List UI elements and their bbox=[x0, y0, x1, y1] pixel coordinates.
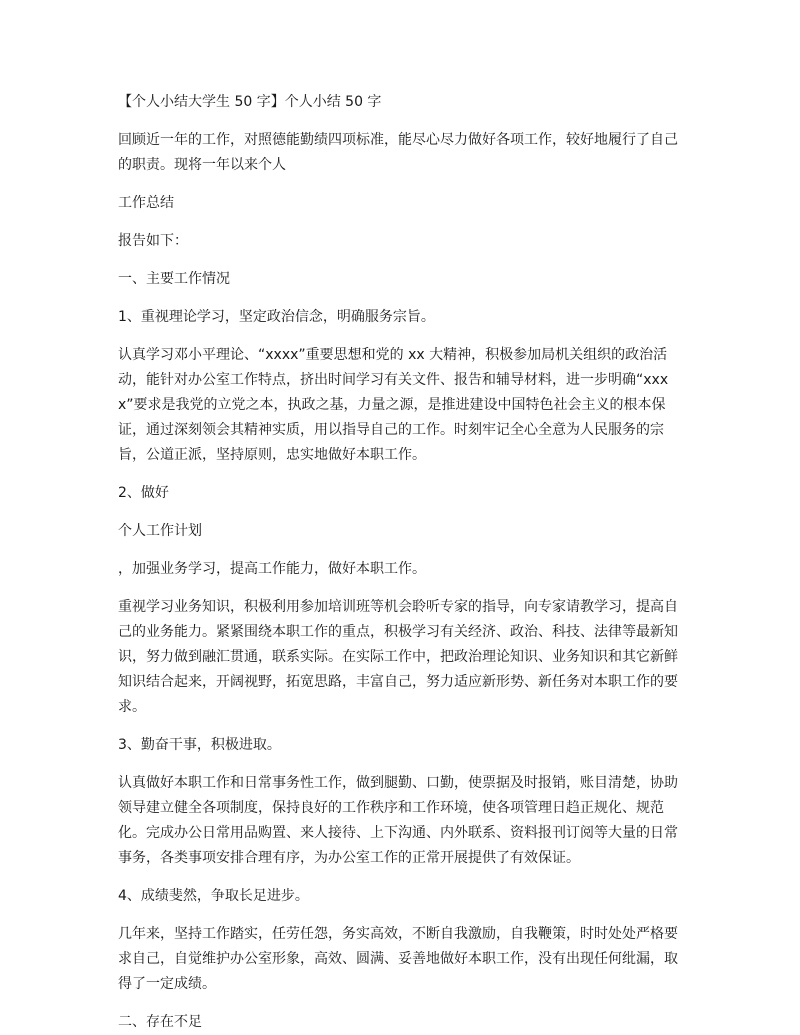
paragraph-item-2-body: 重视学习业务知识，积极利用参加培训班等机会聆听专家的指导，向专家请教学习，提高自己的业务能力。紧紧围绕本职工作的重点，积极学习有关经济、政治、科技、法律等最新知识，努力做到融汇贯通，联系实际。在实际工作中，把政治理论知识、业务知识和其它新鲜知识结合起来，开阔视野，拓宽思路，丰富自己，努力适应新形势、新任务对本职工作的要求。 bbox=[118, 599, 678, 715]
paragraph-item-1-body: 认真学习邓小平理论、“xxxx”重要思想和党的 xx 大精神，积极参加局机关组织的政治活动，能针对办公室工作特点，挤出时间学习有关文件、报告和辅导材料，进一步明确“xxxx”要求是我党的立党之本，执政之基，力量之源，是推进建设中国特色社会主义的根本保证，通过深刻领会其精神实质，用以指导自己的工作。时刻牢记全心全意为人民服务的宗旨，公道正派，坚持原则，忠实地做好本职工作。 bbox=[118, 347, 669, 463]
paragraph-intro: 回顾近一年的工作，对照德能勤绩四项标准，能尽心尽力做好各项工作，较好地履行了自己的职责。现将一年以来个人 bbox=[118, 132, 678, 173]
paragraph-item-4-body: 几年来，坚持工作踏实，任劳任怨，务实高效，不断自我激励，自我鞭策，时时处处严格要求自己，自觉维护办公室形象，高效、圆满、妥善地做好本职工作，没有出现任何纰漏，取得了一定成绩。 bbox=[118, 926, 678, 992]
paragraph-item-3-body: 认真做好本职工作和日常事务性工作，做到腿勤、口勤，使票据及时报销，账目清楚，协助领导建立健全各项制度，保持良好的工作秩序和工作环境，使各项管理日趋正规化、规范化。完成办公日常用品购置、来人接待、上下沟通、内外联系、资料报刊订阅等大量的日常事务，各类事项安排合理有序，为办公室工作的正常开展提供了有效保证。 bbox=[118, 775, 678, 866]
paragraph-item-2-continuation: ，加强业务学习，提高工作能力，做好本职工作。 bbox=[118, 561, 426, 577]
section-heading-shortcomings: 二、存在不足 bbox=[118, 1014, 202, 1030]
section-heading-main-work: 一、主要工作情况 bbox=[118, 271, 230, 287]
paragraph-report-label: 报告如下： bbox=[118, 233, 188, 249]
paragraph-summary-label: 工作总结 bbox=[118, 195, 174, 211]
item-heading-2: 2、做好 bbox=[118, 485, 169, 501]
item-heading-1: 1、重视理论学习，坚定政治信念，明确服务宗旨。 bbox=[118, 309, 435, 325]
paragraph-work-plan-label: 个人工作计划 bbox=[118, 523, 202, 539]
document-page bbox=[118, 90, 683, 1035]
item-heading-4: 4、成绩斐然，争取长足进步。 bbox=[118, 888, 309, 904]
document-title: 【个人小结大学生 50 字】个人小结 50 字 bbox=[118, 94, 382, 110]
item-heading-3: 3、勤奋干事，积极进取。 bbox=[118, 737, 281, 753]
